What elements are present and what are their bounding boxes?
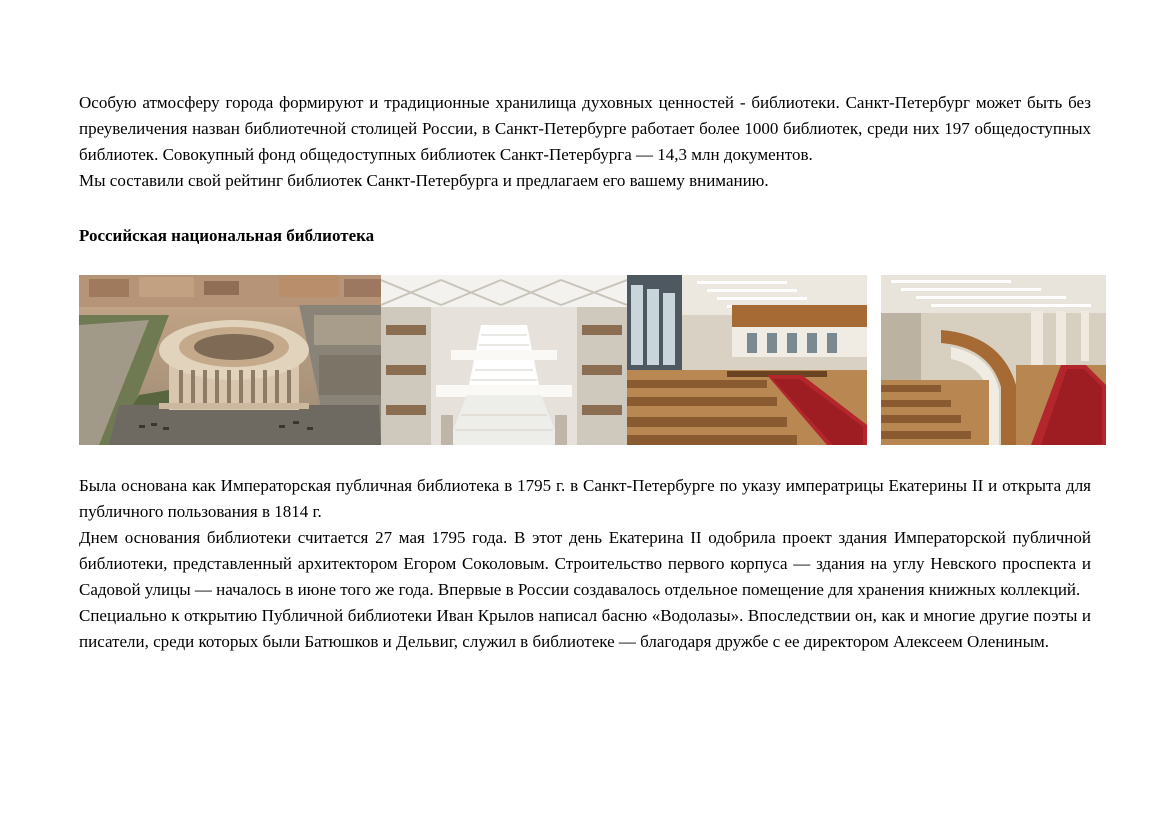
atrium-staircase-photo [381,275,627,445]
aerial-library-building-photo [79,275,381,445]
section-body [79,473,1091,655]
founding-date-paragraph: Днем основания библиотеки считается 27 мая 1795 года. В этот день Екатерина II одобрила проект здания Императорской публичной библиотеки, представленный архитектором Егором Соколовым. Строительство первого корпуса — здания на углу Невского проспекта и Садовой улицы — началось в июне того же года. Впервые в России создавалось отдельное помещение для хранения книжных коллекций. [79,528,1091,599]
founding-paragraph: Была основана как Императорская публичная библиотека в 1795 г. в Санкт-Петербурге по указу императрицы Екатерины II и открыта для публичного пользования в 1814 г. [79,476,1091,521]
section-heading: Российская национальная библиотека [79,226,375,245]
intro-paragraph: Особую атмосферу города формируют и традиционные хранилища духовных ценностей - библиотеки. Санкт-Петербург может быть без преувеличения назван библиотечной столицей России, в Санкт-Петербурге работает более 1000 библиотек, среди них 197 общедоступных библиотек. Совокупный фонд общедоступных библиотек Санкт-Петербурга — 14,3 млн документов. [79,93,1091,164]
reading-hall-photo [627,275,867,445]
photo-strip [79,275,1106,445]
krylov-paragraph: Специально к открытию Публичной библиотеки Иван Крылов написал басню «Водолазы». Впоследствии он, как и многие другие поэты и писатели, среди которых были Батюшков и Дельвиг, служил в библиотеке — благодаря дружбе с ее директором Алексеем Олениным. [79,606,1091,651]
document-page [79,90,1091,655]
curved-reading-hall-photo [881,275,1106,445]
intro-rating-paragraph: Мы составили свой рейтинг библиотек Санкт-Петербурга и предлагаем его вашему вниманию. [79,171,769,190]
